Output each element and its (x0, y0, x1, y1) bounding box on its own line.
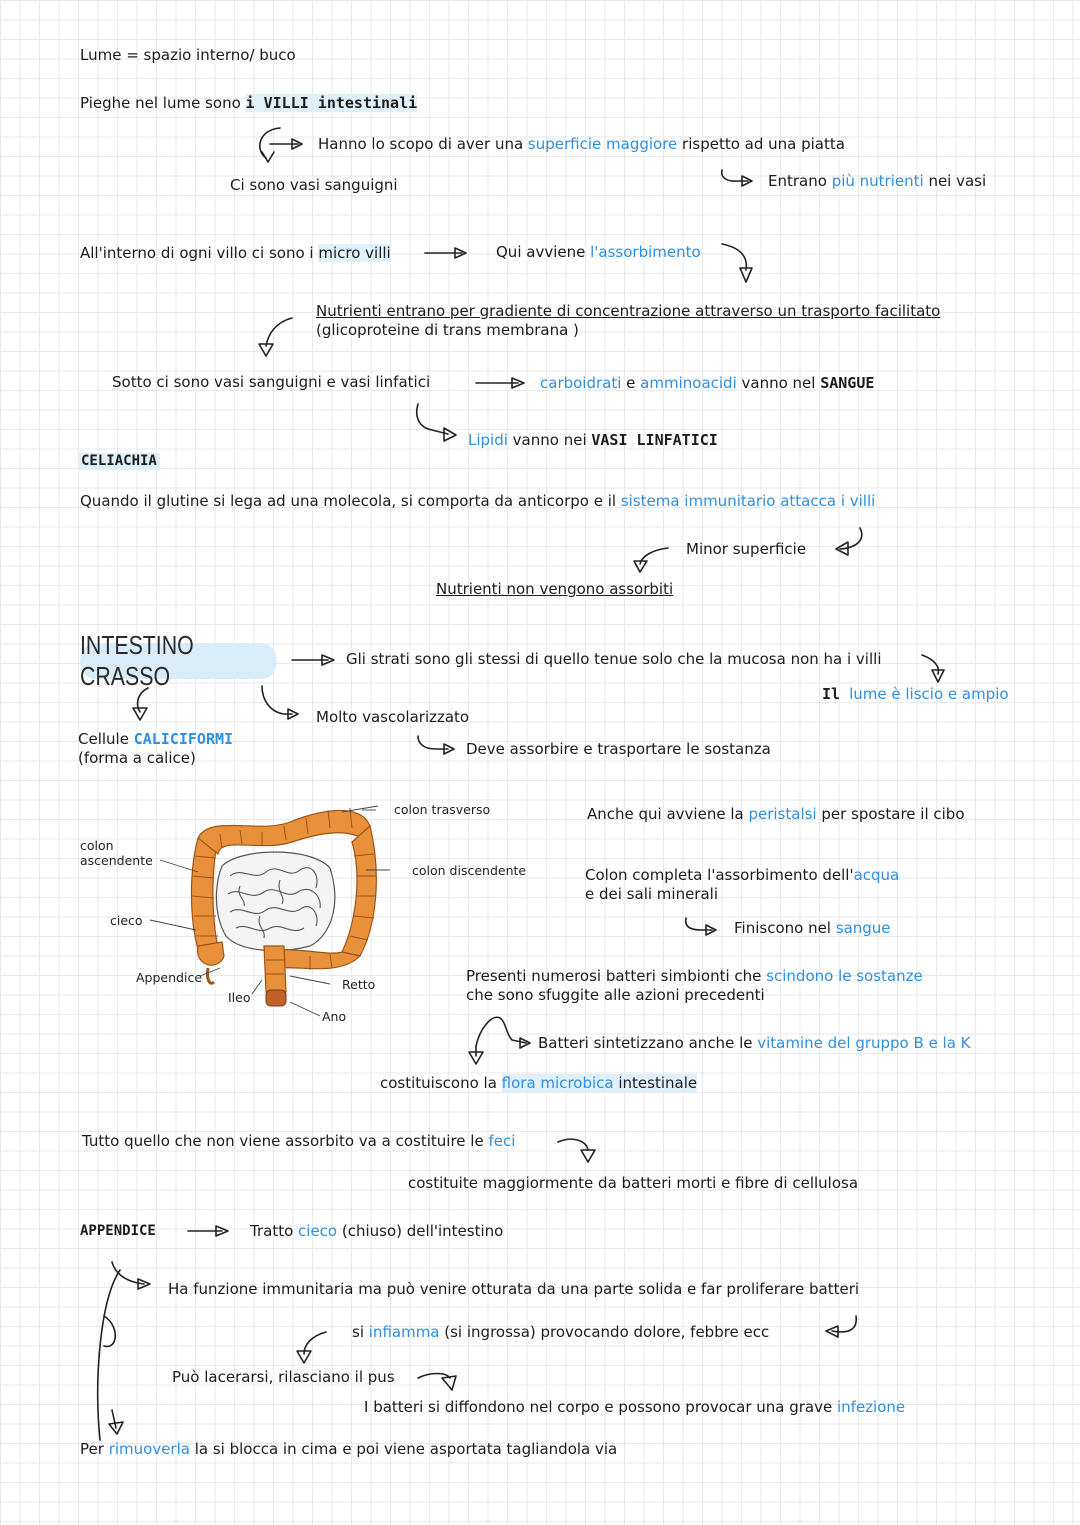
carbs-line: carboidrati e amminoacidi vanno nel SANGUE (540, 374, 875, 392)
appendix-definition: Tratto cieco (chiuso) dell'intestino (250, 1222, 504, 1240)
feces-line: Tutto quello che non viene assorbito va a costituire le feci (82, 1132, 516, 1150)
label-colon-ascendente-2: ascendente (80, 853, 153, 868)
minor-surface: Minor superficie (686, 540, 807, 558)
vascularized: Molto vascolarizzato (316, 708, 470, 726)
label-retto: Retto (342, 977, 376, 992)
nutrients-gradient: Nutrienti entrano per gradiente di concentrazione attraverso un trasporto facilitato (316, 302, 941, 320)
absorption-line: Qui avviene l'assorbimento (496, 243, 701, 261)
celiachia-heading: CELIACHIA (78, 453, 160, 470)
goblet-cells: Cellule CALICIFORMI (78, 730, 234, 748)
label-appendice: Appendice (136, 970, 203, 985)
label-ileo: Ileo (228, 990, 251, 1005)
nutrients-not-absorbed: Nutrienti non vengono assorbiti (436, 580, 674, 598)
bacteria-line: Presenti numerosi batteri simbionti che scindono le sostanze (466, 967, 923, 985)
villi-vessels: Ci sono vasi sanguigni (230, 176, 398, 194)
infection-line: I batteri si diffondono nel corpo e possono provocar una grave infezione (364, 1398, 906, 1416)
layers-line: Gli strati sono gli stessi di quello tenue solo che la mucosa non ha i villi (346, 650, 882, 668)
more-nutrients: Entrano più nutrienti nei vasi (768, 172, 987, 190)
goblet-shape: (forma a calice) (78, 749, 196, 767)
label-colon-discendente: colon discendente (412, 863, 527, 878)
lipids-line: Lipidi vanno nei VASI LINFATICI (468, 431, 718, 449)
label-colon-trasverso: colon trasverso (394, 802, 491, 817)
villi-line: Pieghe nel lume sono i VILLI intestinali (80, 94, 418, 112)
micro-villi-line: All'interno di ogni villo ci sono i micro villi (80, 244, 391, 262)
to-blood: Finiscono nel sangue (734, 919, 891, 937)
appendice-heading: APPENDICE (80, 1223, 156, 1239)
vessels-line: Sotto ci sono vasi sanguigni e vasi linfatici (112, 373, 431, 391)
minerals-line: e dei sali minerali (585, 885, 719, 903)
label-cieco: cieco (110, 913, 143, 928)
water-absorption: Colon completa l'assorbimento dell'acqua (585, 866, 900, 884)
rupture-line: Può lacerarsi, rilasciano il pus (172, 1368, 395, 1386)
section-title-intestino-crasso: INTESTINO CRASSO (80, 643, 277, 679)
feces-composition: costituite maggiormente da batteri morti e fibre di cellulosa (408, 1174, 859, 1192)
celiachia-text: Quando il glutine si lega ad una molecola, si comporta da anticorpo e il sistema immunitario attacca i villi (80, 492, 876, 510)
bacteria-line-2: che sono sfuggite alle azioni precedenti (466, 986, 765, 1004)
flora-line: costituiscono la flora microbica intestinale (380, 1074, 698, 1092)
lume-definition: Lume = spazio interno/ buco (80, 46, 296, 64)
villi-purpose: Hanno lo scopo di aver una superficie maggiore rispetto ad una piatta (318, 135, 845, 153)
inflammation-line: si infiamma (si ingrossa) provocando dolore, febbre ecc (352, 1323, 770, 1341)
label-colon-ascendente-1: colon (80, 838, 114, 853)
appendix-function: Ha funzione immunitaria ma può venire otturata da una parte solida e far proliferare batteri (168, 1280, 860, 1298)
glycoproteins: (glicoproteine di trans membrana ) (316, 321, 579, 339)
removal-line: Per rimuoverla la si blocca in cima e poi viene asportata tagliandola via (80, 1440, 618, 1458)
peristalsis-line: Anche qui avviene la peristalsi per spostare il cibo (587, 805, 965, 823)
lumen-line: Il lume è liscio e ampio (822, 685, 1009, 703)
label-ano: Ano (322, 1009, 347, 1024)
absorb-transport: Deve assorbire e trasportare le sostanza (466, 740, 771, 758)
vitamins-line: Batteri sintetizzano anche le vitamine del gruppo B e la K (538, 1034, 971, 1052)
